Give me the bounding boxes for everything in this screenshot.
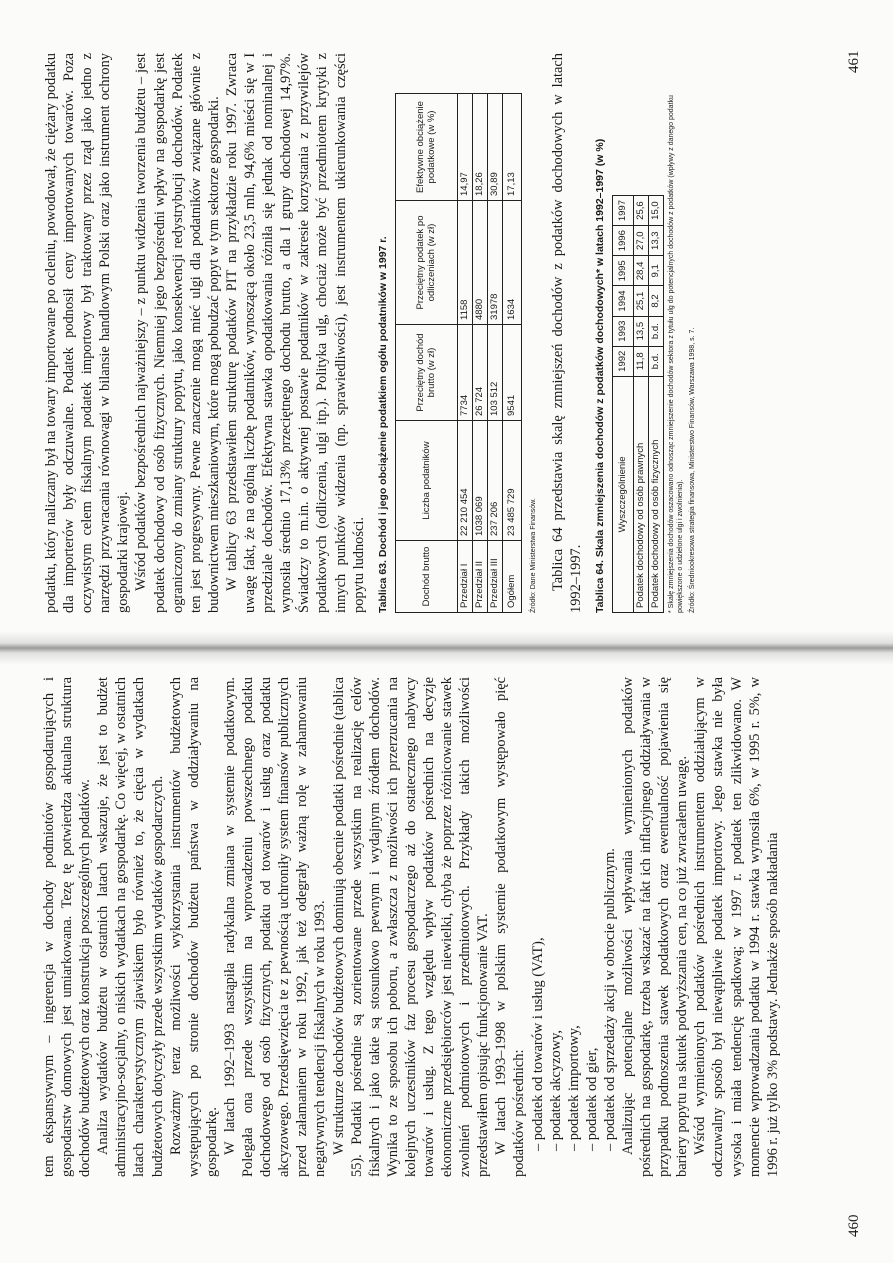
right-text-column (42, 53, 697, 613)
table-cell: 1634 (502, 201, 521, 325)
table-header-cell: 1993 (613, 316, 634, 346)
table-header-cell: 1997 (613, 196, 634, 226)
table-row (634, 196, 649, 613)
paragraph: Rozważmy teraz możliwości wykorzystania instrumentów budżetowych występujących po stronie dochodów budżetu państwa w oddziaływaniu na gospodarkę. (167, 677, 220, 1177)
table-cell: 14,97 (457, 94, 472, 201)
table-header-cell: Liczba podatników (395, 421, 457, 541)
table-cell: Podatek dochodowy od osób prawnych (634, 376, 649, 612)
table-63 (395, 93, 522, 613)
table-cell: Przedział I (457, 541, 472, 613)
table-cell: 11,8 (634, 346, 649, 376)
table-cell: Przedział II (472, 541, 487, 613)
list-item: – podatek od gier, (583, 677, 601, 1151)
table-cell: 4880 (472, 201, 487, 325)
table-cell: 27,0 (634, 226, 649, 256)
table-cell: 1038 069 (472, 421, 487, 541)
table-header-row (395, 94, 457, 613)
table-header-cell: Wyszczególnienie (613, 376, 634, 612)
indirect-taxes-list (529, 677, 619, 1151)
table-header-cell: Dochód brutto (395, 541, 457, 613)
table-64-footnote: * Skalę zmniejszenia dochodów oszacowano odnosząc zmniejszenie dochodów sektora z tytułu ulg do potencjalnych dochodów z podatków (wpływy z danego podatku powiększone o udzielone ulgi i zwolnienia). (668, 95, 685, 613)
page-number-left: 460 (846, 1214, 862, 1237)
table-63-source: Źródło: Dane Ministerstwa Finansów. (529, 498, 537, 613)
table-64 (612, 195, 664, 613)
table-header-cell: Efektywne obciążenie podatkowe (w %) (395, 94, 457, 201)
table-cell: 9541 (502, 325, 521, 421)
table-row (487, 94, 502, 613)
table-row (457, 94, 472, 613)
table-header-cell: 1994 (613, 286, 634, 316)
table-header-cell: 1996 (613, 226, 634, 256)
paragraph: Analiza wydatków budżetu w ostatnich latach wskazuje, że jest to budżet administracyjno-socjalny, o niskich wydatkach na gospodarkę. Co więcej, w ostatnich latach charakterystycznym zjawiskiem było również to, że cięcia w wydatkach budżetowych dotyczyły przede wszystkim wydatków gospodarczych. (95, 677, 166, 1177)
table-cell: 7734 (457, 325, 472, 421)
table-cell: 15,0 (649, 196, 664, 226)
list-item: – podatek od towarów i usług (VAT), (529, 677, 547, 1151)
table-64-source: Źródło: Średniookresowa strategia finansowa, Ministerstwo Finansów, Warszawa 1998, s. 7. (689, 327, 697, 613)
table-cell: 30,89 (487, 94, 502, 201)
table-cell: 13,3 (649, 226, 664, 256)
table-cell: 13,5 (634, 316, 649, 346)
table-cell: 1158 (457, 201, 472, 325)
table-cell: Przedział III (487, 541, 502, 613)
table-cell: 103 512 (487, 325, 502, 421)
table-cell: 17,13 (502, 94, 521, 201)
paragraph: Wśród podatków bezpośrednich najważniejszy – z punktu widzenia tworzenia budżetu – jest podatek dochodowy od osób fizycznych. Niemniej jego bezpośredni wpływ na gospodarkę jest ograniczony do zmiany struktury popytu, jako konsekwencji redystrybucji dochodów. Podatek ten jest progresywny. Pewne znaczenie mogą mieć ulgi dla podatników związane głównie z budownictwem mieszkaniowym, które mogą pobudzać popyt w tym sektorze gospodarki. (133, 53, 222, 613)
table-header-cell: 1992 (613, 346, 634, 376)
table-header-row (613, 196, 634, 613)
list-item: – podatek akcyzowy, (547, 677, 565, 1151)
table-cell: 23 485 729 (502, 421, 521, 541)
table-cell: 26 724 (472, 325, 487, 421)
page-number-right: 461 (846, 50, 862, 73)
table-header-cell: 1995 (613, 256, 634, 286)
paragraph: W latach 1993–1998 w polskim systemie podatkowym występowało pięć podatków pośrednich: (493, 677, 528, 1177)
table-cell: 22 210 454 (457, 421, 472, 541)
paragraph: W strukturze dochodów budżetowych dominują obecnie podatki pośrednie (tablica 55). Podatki pośrednie są zorientowane przede wszystkim na realizację celów fiskalnych i jako takie są stosunkowo pewnym i wydajnym źródłem dochodów. Wynika to ze sposobu ich poboru, a zwłaszcza z możliwości ich przerzucania na kolejnych uczestników faz procesu gospodarczego aż do ostatecznego nabywcy towarów i usług. Z tego względu wpływ podatków pośrednich na decyzje ekonomiczne przedsiębiorców jest niewielki, chyba że poprzez różnicowanie stawek zwolnień podmiotowych i przedmiotowych. Przykłady takich możliwości przedstawiłem opisując funkcjonowanie VAT. (330, 677, 492, 1177)
table-row (649, 196, 664, 613)
table-64-caption: Tablica 64. Skala zmniejszenia dochodów z podatków dochodowych* w latach 1992–1997 (w %) (594, 138, 607, 613)
list-item: – podatek importowy, (565, 677, 583, 1151)
table-cell: 25,6 (634, 196, 649, 226)
paragraph: W tablicy 63 przedstawiłem strukturę podatków PIT na przykładzie roku 1997. Zwraca uwagę fakt, że na ogólną liczbę podatników, wynoszącą około 23,5 mln, 94,6% mieści się w I przedziale dochodów. Efektywna stawka opodatkowania różniła się jednak od nominalnej i wynosiła średnio 17,13% przeciętnego dochodu brutto, a dla I grupy dochodowej 14,97%. Świadczy to m.in. o aktywnej postawie podatników w zakresie korzystania z przywilejów podatkowych (odliczenia, ulgi itp.). Polityka ulg, chociaż może być przedmiotem krytyki z innych punktów widzenia (np. sprawiedliwości), jest instrumentem ukierunkowania części popytu ludności. (223, 53, 367, 613)
table-cell: 8,2 (649, 286, 664, 316)
table-cell: 25,1 (634, 286, 649, 316)
paragraph: podatku, który naliczany był na towary importowane po ocleniu, powodował, że ciężary podatku dla importerów były odczuwalne. Podatek podnosił ceny importowanych towarów. Poza oczywistym celem fiskalnym podatek importowy był traktowany przez rząd jako jedno z narzędzi przywracania równowagi w bilansie handlowym Polski oraz jako instrument ochrony gospodarki krajowej. (43, 53, 132, 613)
table-row (472, 94, 487, 613)
table-cell: Ogółem (502, 541, 521, 613)
table-header-cell: Przeciętny dochód brutto (w zł) (395, 325, 457, 421)
left-text-column (40, 677, 782, 1177)
table-cell: b.d. (649, 316, 664, 346)
paragraph: W latach 1992–1993 nastąpiła radykalna zmiana w systemie podatkowym. Polegała ona przede wszystkim na wprowadzeniu powszechnego podatku dochodowego od osób fizycznych, podatku od towarów i usług oraz podatku akcyzowego. Przedsięwzięcia te z pewnością uchroniły system finansów publicznych przed załamaniem w roku 1992, jak też odegrały ważną rolę w zahamowaniu negatywnych tendencji fiskalnych w roku 1993. (221, 677, 329, 1177)
paragraph: Wśród wymienionych podatków pośrednich instrumentem oddziałującym w odczuwalny sposób był niewątpliwie podatek importowy. Jego stawka nie była wysoka i miała tendencję spadkową; w 1997 r. podatek ten zlikwidowano. W momencie wprowadzania podatku w 1994 r. stawka wynosiła 6%, w 1995 r. 5%, w 1996 r. już tylko 3% podstawy. Jednakże sposób nakładania (692, 677, 781, 1177)
paragraph: Tablica 64 przedstawia skalę zmniejszeń dochodów z podatków dochodowych w latach 1992–1997. (549, 53, 584, 613)
list-item: – podatek od sprzedaży akcji w obrocie publicznym. (601, 677, 619, 1151)
table-cell: 9,1 (649, 256, 664, 286)
table-cell: b.d. (649, 346, 664, 376)
table-total-row (502, 94, 521, 613)
table-cell: Podatek dochodowy od osób fizycznych (649, 376, 664, 612)
table-cell: 18,26 (472, 94, 487, 201)
table-cell: 237 206 (487, 421, 502, 541)
table-header-cell: Przeciętny podatek po odliczeniach (w zł) (395, 201, 457, 325)
left-page (0, 653, 893, 1263)
table-cell: 31978 (487, 201, 502, 325)
table-63-caption: Tablica 63. Dochód i jego obciążenie podatkiem ogółu podatników w 1997 r. (376, 236, 389, 613)
paragraph: tem ekspansywnym – ingerencja w dochody podmiotów gospodarujących i gospodarstw domowych jest umiarkowana. Tezę tę potwierdza aktualna struktura dochodów budżetowych oraz konstrukcja poszczególnych podatków. (41, 677, 94, 1177)
paragraph: Analizując potencjalne możliwości wpływania wymienionych podatków pośrednich na gospodarkę, trzeba wskazać na fakt ich inflacyjnego oddziaływania w przypadku podnoszenia stawek podatkowych oraz ewentualność pojawienia się bariery popytu na skutek podwyższania cen, na co już zwracałem uwagę. (620, 677, 691, 1177)
table-cell: 28,4 (634, 256, 649, 286)
